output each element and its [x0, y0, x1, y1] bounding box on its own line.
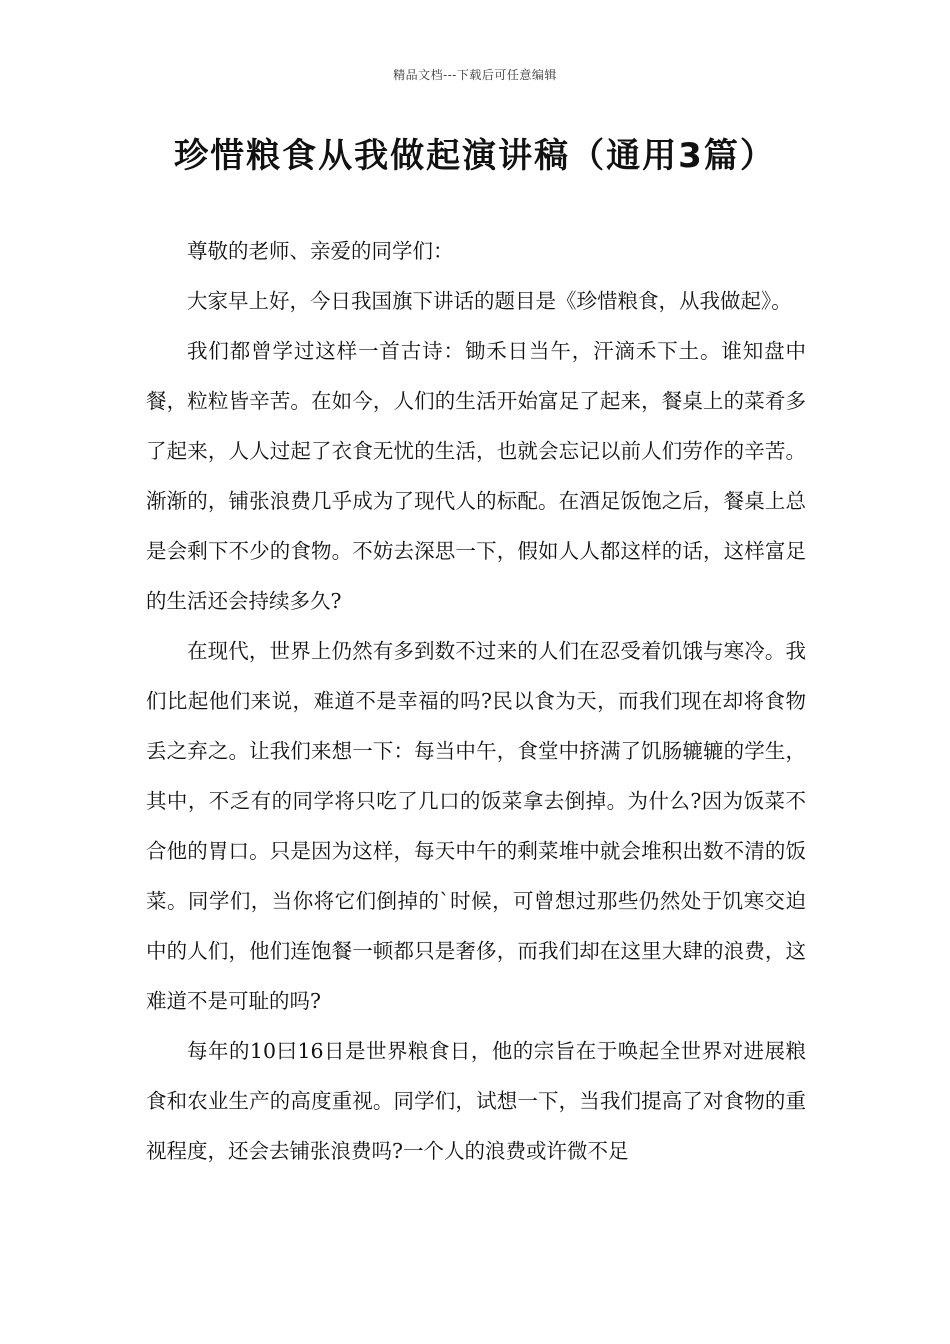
paragraph: 我们都曾学过这样一首古诗：锄禾日当午，汗滴禾下土。谁知盘中餐，粒粒皆辛苦。在如今，人们的生活开始富足了起来，餐桌上的菜肴多了起来，人人过起了衣食无忧的生活，也就会忘记以前人们劳作的辛苦。渐渐的，铺张浪费几乎成为了现代人的标配。在酒足饭饱之后，餐桌上总是会剩下不少的食物。不妨去深思一下，假如人人都这样的话，这样富足的生活还会持续多久?: [146, 339, 806, 613]
paragraph: 在现代，世界上仍然有多到数不过来的人们在忍受着饥饿与寒冷。我们比起他们来说，难道不是幸福的吗?民以食为天，而我们现在却将食物丢之弃之。让我们来想一下：每当中午，食堂中挤满了饥肠辘辘的学生，其中，不乏有的同学将只吃了几口的饭菜拿去倒掉。为什么?因为饭菜不合他的胃口。只是因为这样，每天中午的剩菜堆中就会堆积出数不清的饭菜。同学们，当你将它们倒掉的`时候，可曾想过那些仍然处于饥寒交迫中的人们，他们连饱餐一顿都只是奢侈，而我们却在这里大肆的浪费，这难道不是可耻的吗?: [146, 639, 806, 1013]
page-header-note: 精品文档---下载后可任意编辑: [393, 68, 557, 82]
document-body: [146, 226, 806, 1176]
paragraph-salutation: 尊敬的老师、亲爱的同学们：: [187, 239, 454, 263]
document-title: 珍惜粮食从我做起演讲稿（通用3篇）: [174, 136, 776, 176]
paragraph: 大家早上好，今日我国旗下讲话的题目是《珍惜粮食，从我做起》。: [187, 289, 792, 313]
paragraph: 每年的10曰16日是世界粮食日，他的宗旨在于唤起全世界对进展粮食和农业生产的高度重视。同学们，试想一下，当我们提高了对食物的重视程度，还会去铺张浪费吗?一个人的浪费或许微不足: [146, 1039, 806, 1163]
